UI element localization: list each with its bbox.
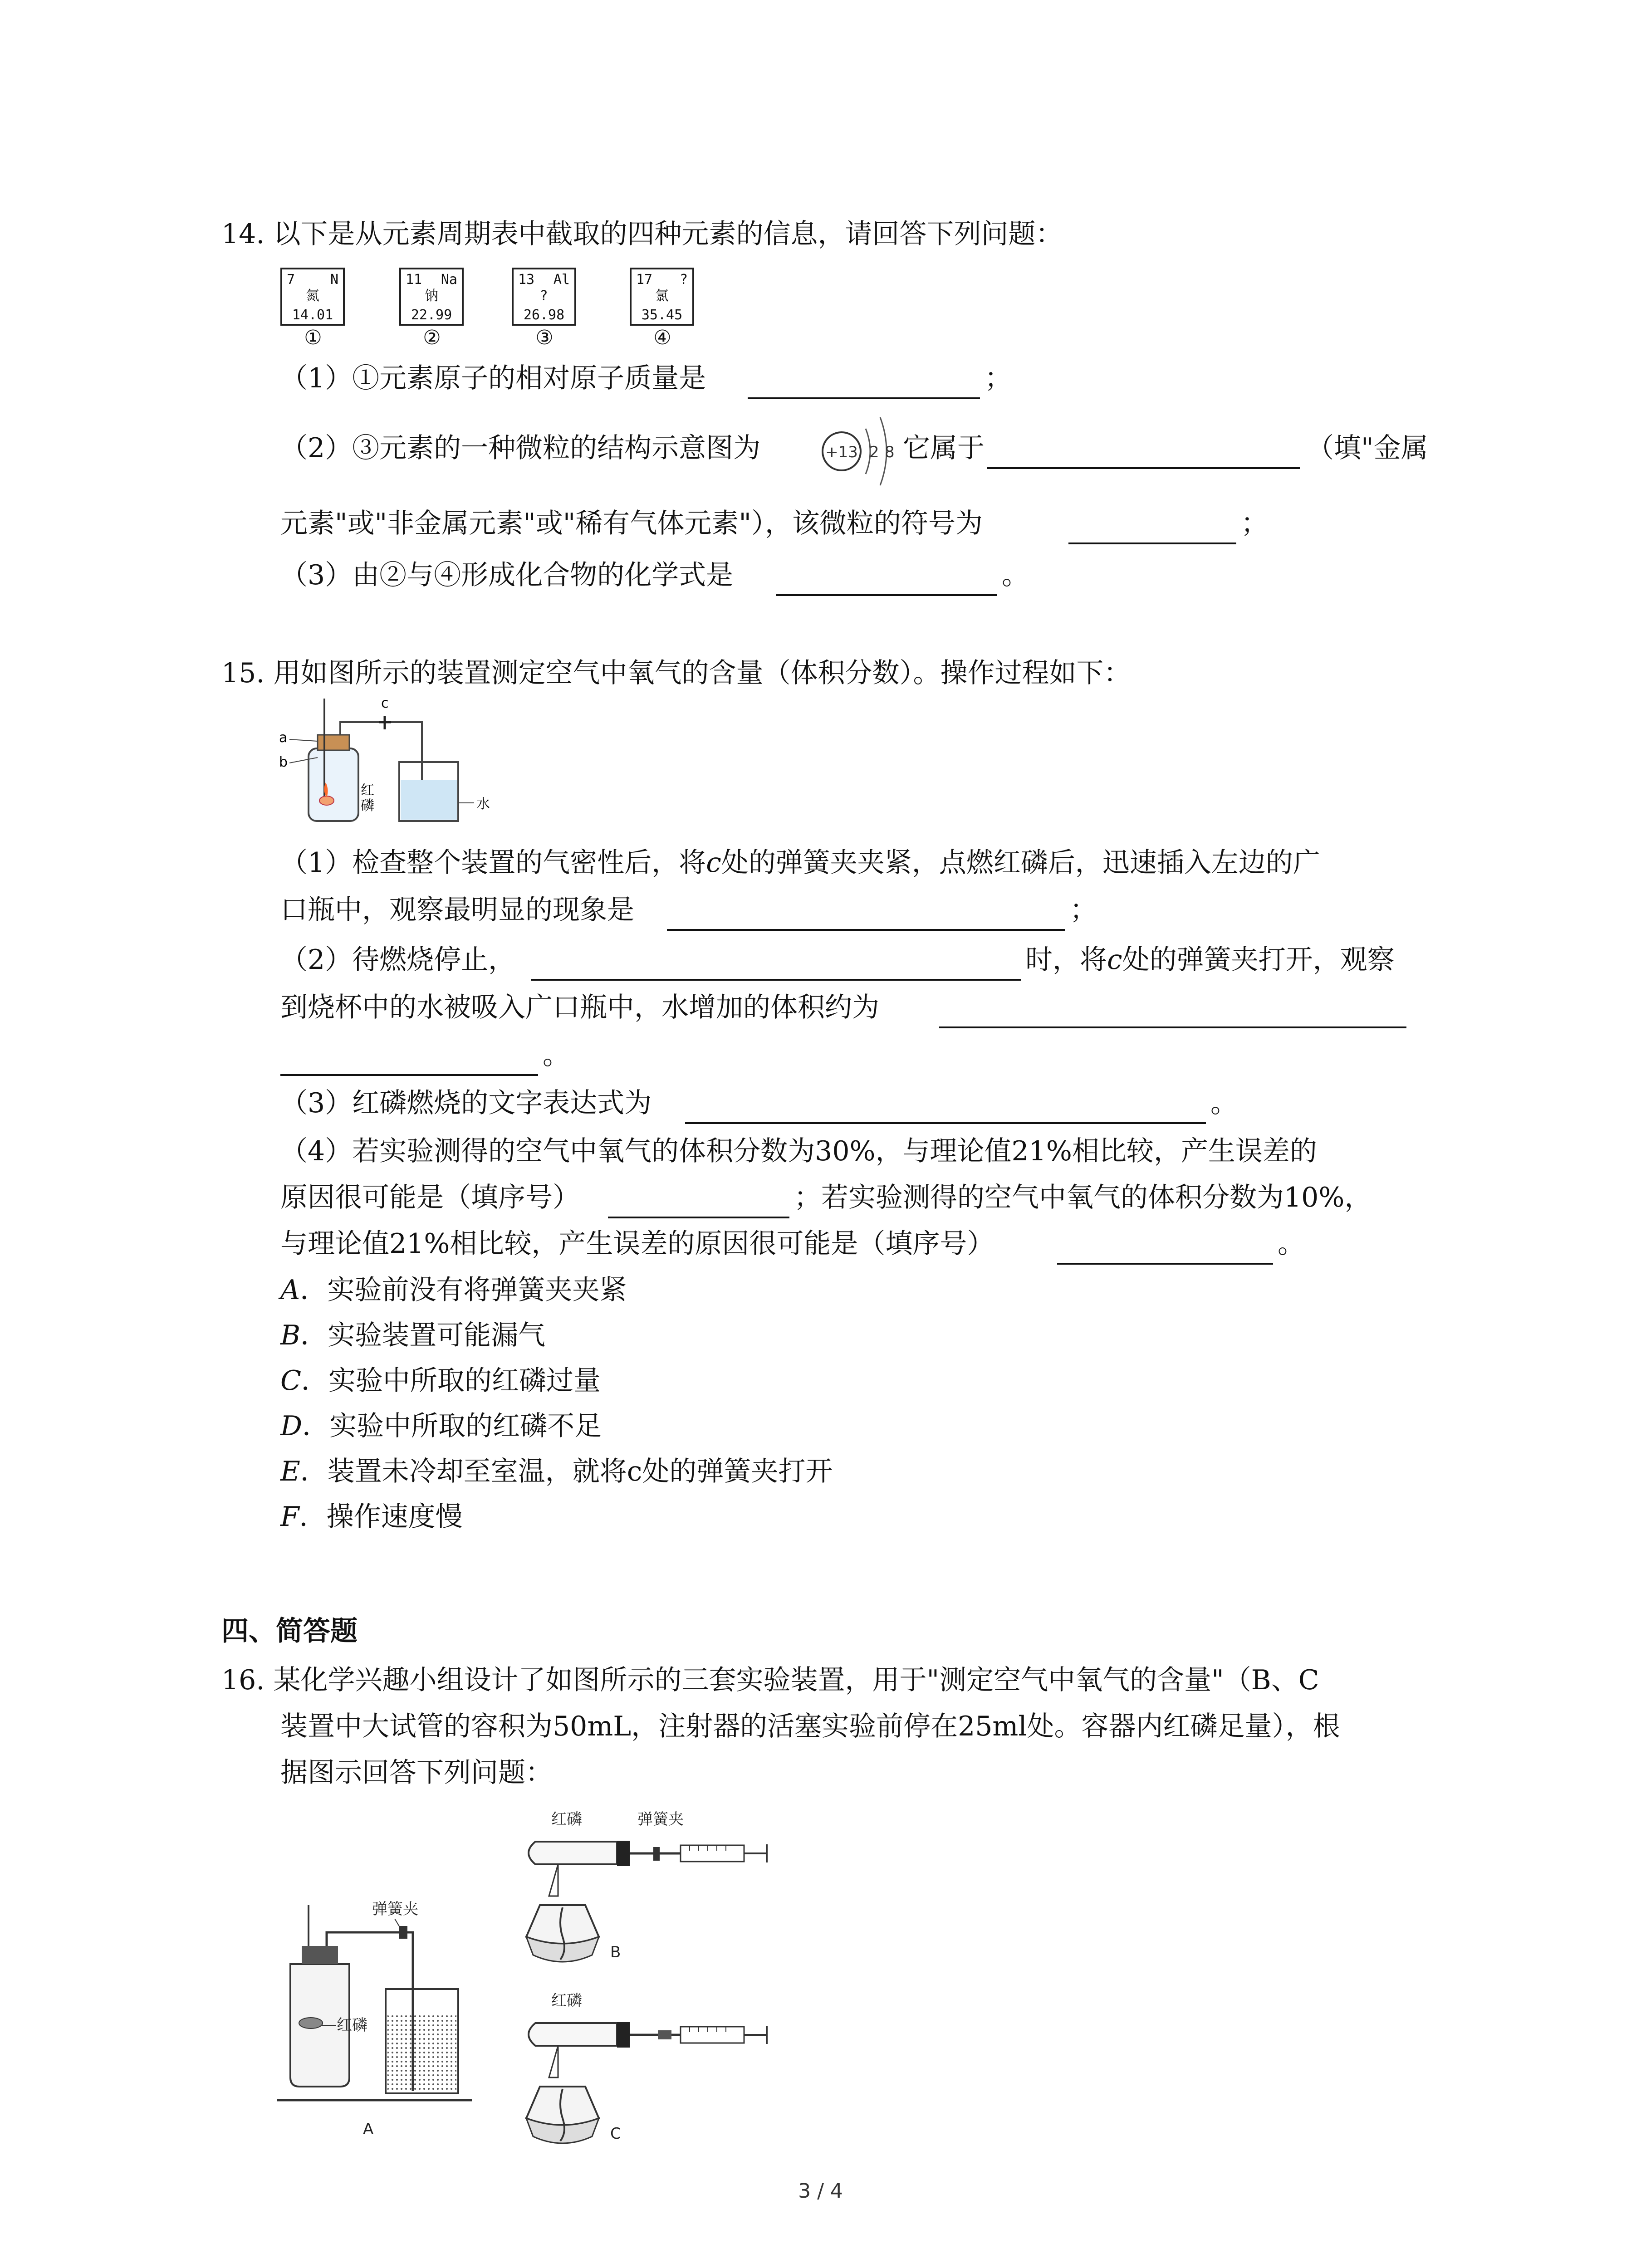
label-c: c — [381, 695, 389, 711]
atomic-number: 7 — [287, 272, 295, 288]
text-run: 时，将 — [1025, 944, 1107, 976]
label-a: a — [279, 730, 288, 746]
atomic-mass: 22.99 — [411, 307, 452, 323]
punctuation: 。 — [543, 1039, 570, 1071]
atomic-mass: 14.01 — [292, 307, 333, 323]
label-red: 红 — [361, 782, 374, 798]
answer-blank — [987, 467, 1300, 469]
answer-blank — [939, 1026, 1406, 1028]
section-heading: 四、简答题 — [221, 1615, 358, 1647]
q15-part2-cont: 到烧杯中的水被吸入广口瓶中，水增加的体积约为 — [280, 992, 879, 1023]
option-text: ．实验前没有将弹簧夹夹紧 — [300, 1274, 627, 1306]
q15-part2-mid — [1025, 943, 1395, 976]
q14-part2-cont: 元素"或"非金属元素"或"稀有气体元素"），该微粒的符号为 — [280, 508, 983, 539]
option-item — [280, 1501, 463, 1533]
answer-blank — [608, 1217, 789, 1218]
element-name: 钠 — [425, 288, 438, 304]
answer-blank — [685, 1122, 1206, 1124]
atomic-number: 17 — [636, 272, 653, 288]
q15-part4-lead: （4）若实验测得的空气中氧气的体积分数为30%，与理论值21%相比较，产生误差的 — [280, 1135, 1317, 1167]
q14-part3: （3）由②与④形成化合物的化学式是 — [280, 559, 734, 591]
answer-blank — [667, 929, 1065, 931]
element-label: ① — [304, 326, 322, 349]
atomic-mass: 26.98 — [523, 307, 565, 323]
label-red-phosphorus-c: 红磷 — [551, 1992, 582, 2010]
q15-part4-d: 与理论值21%相比较，产生误差的原因很可能是（填序号） — [280, 1228, 994, 1260]
punctuation: 。 — [1002, 559, 1029, 591]
q15-part4-c: ；若实验测得的空气中氧气的体积分数为10%， — [794, 1182, 1372, 1213]
label-apparatus-c: C — [610, 2125, 621, 2143]
answer-blank — [1057, 1263, 1273, 1265]
text-run: c — [1107, 944, 1122, 976]
atom-structure-diagram — [817, 408, 907, 494]
apparatus-a-diagram — [277, 1896, 485, 2141]
q15-part4-b: 原因很可能是（填序号） — [280, 1182, 580, 1213]
text-run: （1）检查整个装置的气密性后，将 — [280, 847, 706, 879]
element-label: ④ — [653, 326, 671, 349]
option-text: ．实验中所取的红磷过量 — [301, 1365, 601, 1397]
option-item — [280, 1455, 833, 1488]
option-text: ．实验中所取的红磷不足 — [302, 1410, 602, 1442]
element-cell — [630, 268, 694, 326]
q16-line1: 16. 某化学兴趣小组设计了如图所示的三套实验装置，用于"测定空气中氧气的含量"（B、C — [221, 1664, 1319, 1696]
label-apparatus-b: B — [610, 1943, 621, 1961]
option-letter: D — [280, 1410, 303, 1442]
q16-line3: 据图示回答下列问题： — [280, 1757, 553, 1789]
option-text: ．实验装置可能漏气 — [300, 1320, 546, 1351]
punctuation: 。 — [1278, 1228, 1305, 1260]
label-clip-a: 弹簧夹 — [372, 1900, 418, 1918]
option-letter: A — [280, 1274, 300, 1306]
answer-blank — [280, 1074, 538, 1076]
q14-part2-fill: （填"金属 — [1307, 432, 1428, 464]
option-item — [280, 1319, 545, 1352]
answer-blank — [748, 397, 980, 399]
punctuation: 。 — [1210, 1087, 1238, 1119]
option-text: ．操作速度慢 — [299, 1501, 463, 1533]
element-symbol: N — [330, 272, 338, 288]
label-b: b — [279, 754, 288, 770]
label-water: 水 — [476, 796, 490, 812]
punctuation: ； — [1241, 508, 1268, 539]
element-symbol: Na — [441, 272, 457, 288]
label-red-phosphorus-a: 红磷 — [337, 2016, 367, 2034]
text-run: 处的弹簧夹打开，观察 — [1122, 944, 1395, 976]
text-run: 处的弹簧夹夹紧，点燃红磷后，迅速插入左边的广 — [721, 847, 1320, 879]
option-letter: B — [280, 1320, 301, 1351]
label-phosphorus: 磷 — [361, 798, 374, 814]
apparatus-c-diagram — [508, 1987, 798, 2177]
element-symbol: Al — [553, 272, 570, 288]
answer-blank — [531, 979, 1021, 981]
q14-part1: （1）①元素原子的相对原子质量是 — [280, 362, 706, 394]
option-letter: F — [280, 1501, 299, 1533]
option-item — [280, 1410, 602, 1442]
punctuation: ； — [1070, 894, 1097, 926]
option-letter: E — [280, 1456, 300, 1487]
element-name: 氮 — [306, 288, 319, 304]
q15-part1-cont: 口瓶中，观察最明显的现象是 — [280, 894, 634, 926]
q15-stem: 15. 用如图所示的装置测定空气中氧气的含量（体积分数）。操作过程如下： — [221, 657, 1131, 689]
label-red-phosphorus-b: 红磷 — [551, 1810, 582, 1828]
element-cell — [399, 268, 464, 326]
option-item — [280, 1274, 627, 1306]
element-name: 氯 — [655, 288, 669, 304]
atomic-mass: 35.45 — [641, 307, 683, 323]
text-run: c — [706, 847, 721, 879]
shell-electrons: 2 — [869, 443, 879, 461]
element-cell — [512, 268, 576, 326]
option-text: ．装置未冷却至室温，就将c处的弹簧夹打开 — [300, 1456, 833, 1487]
element-name: ? — [540, 288, 548, 304]
option-letter: C — [280, 1365, 301, 1397]
nucleus-charge: +13 — [825, 443, 858, 461]
q14-stem: 14. 以下是从元素周期表中截取的四种元素的信息，请回答下列问题： — [221, 218, 1063, 250]
atomic-number: 11 — [406, 272, 422, 288]
option-item — [280, 1364, 601, 1397]
q16-line2: 装置中大试管的容积为50mL，注射器的活塞实验前停在25ml处。容器内红磷足量），根 — [280, 1711, 1340, 1742]
apparatus-b-diagram — [508, 1805, 798, 1996]
page-number: 3 / 4 — [798, 2180, 843, 2203]
q15-part2-lead: （2）待燃烧停止， — [280, 944, 516, 976]
q15-part1-lead — [280, 846, 1320, 879]
shell-electrons: 8 — [885, 443, 895, 461]
answer-blank — [776, 594, 997, 596]
element-symbol: ? — [679, 272, 688, 288]
label-apparatus-a: A — [363, 2120, 374, 2138]
element-label: ③ — [535, 326, 554, 349]
answer-blank — [1068, 543, 1236, 544]
apparatus-diagram-q15 — [272, 694, 508, 830]
element-label: ② — [423, 326, 441, 349]
label-clip-b: 弹簧夹 — [637, 1810, 684, 1828]
q15-part3: （3）红磷燃烧的文字表达式为 — [280, 1087, 652, 1119]
atomic-number: 13 — [518, 272, 535, 288]
punctuation: ； — [985, 362, 1012, 394]
q14-part2-mid: 它属于 — [903, 432, 985, 464]
q14-part2-lead: （2）③元素的一种微粒的结构示意图为 — [280, 432, 761, 464]
element-cell — [280, 268, 345, 326]
